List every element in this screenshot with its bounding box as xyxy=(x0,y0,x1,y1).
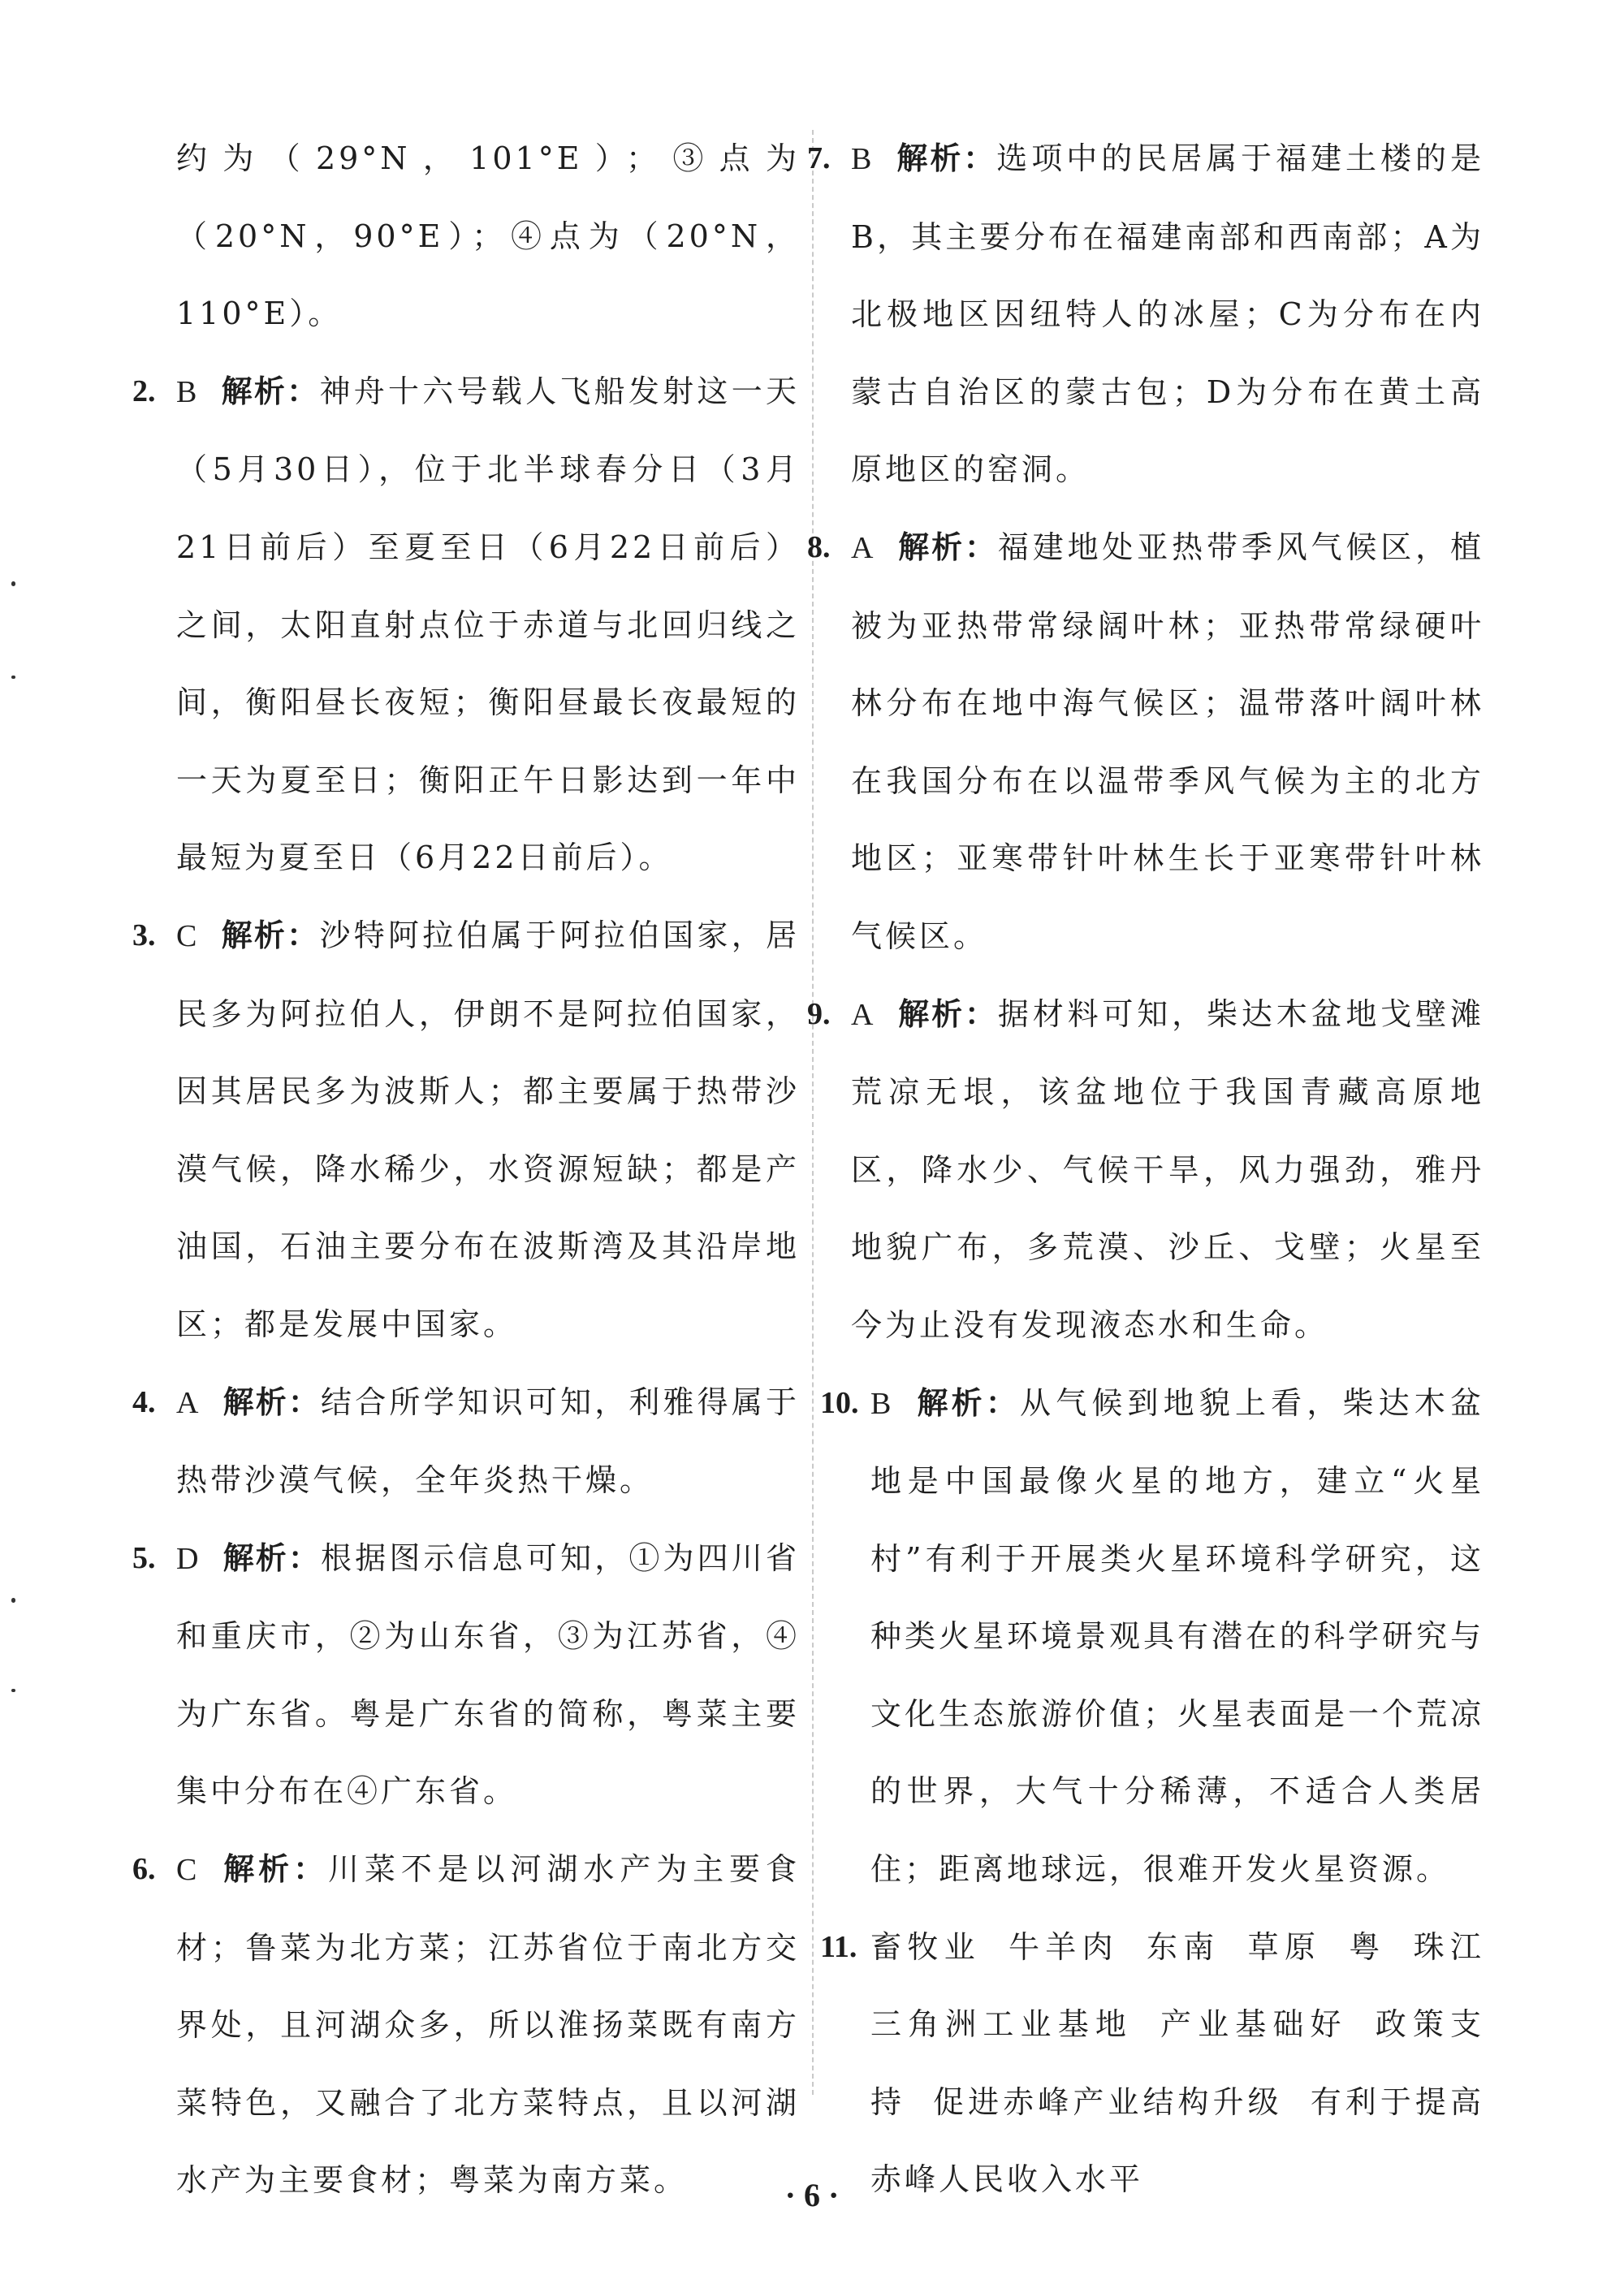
answer-choice: C xyxy=(176,918,197,953)
answer-item-10 xyxy=(820,1365,1485,1909)
analysis-label: 解析： xyxy=(221,917,320,953)
question-number: 11. xyxy=(820,1929,857,1964)
column-divider xyxy=(812,130,814,2095)
scan-speck xyxy=(11,581,15,586)
answer-keyword: 东南 xyxy=(1146,1928,1220,1965)
answer-item-7 xyxy=(807,120,1484,509)
analysis-text: 据材料可知，柴达木盆地戈壁滩荒凉无垠，该盆地位于我国青藏高原地区，降水少、气候干旱，风力强劲，雅丹地貌广布，多荒漠、沙丘、戈壁；火星至今为止没有发现液态水和生命。 xyxy=(851,995,1484,1343)
question-number: 4. xyxy=(132,1384,156,1419)
answer-item-9 xyxy=(807,976,1484,1365)
answer-item-11 xyxy=(820,1909,1484,2219)
answer-keyword: 粤 xyxy=(1349,1928,1386,1965)
answer-keyword: 产业基础好 xyxy=(1160,2006,1348,2043)
answer-choice: C xyxy=(176,1853,197,1888)
page-number: · 6 · xyxy=(784,2177,840,2213)
question-number: 7. xyxy=(807,141,831,175)
scan-speck xyxy=(11,1689,15,1692)
answer-keyword: 牛羊肉 xyxy=(1008,1928,1119,1965)
question-number: 3. xyxy=(132,917,156,952)
answer-choice: A xyxy=(851,997,874,1032)
answer-keyword: 畜牧业 xyxy=(870,1928,981,1965)
analysis-text: 选项中的民居属于福建土楼的是B，其主要分布在福建南部和西南部；A为北极地区因纽特人的冰屋；C为分布在内蒙古自治区的蒙古包；D为分布在黄土高原地区的窑洞。 xyxy=(851,140,1484,488)
analysis-label: 解析： xyxy=(897,529,998,565)
analysis-text: 神舟十六号载人飞船发射这一天（5月30日），位于北半球春分日（3月21日前后）至夏至日（6月22日前后）之间，太阳直射点位于赤道与北回归线之间，衡阳昼长夜短；衡阳昼最长夜最短的一天为夏至日；衡阳正午日影达到一年中最短为夏至日（6月22日前后）。 xyxy=(176,373,800,876)
question-number: 8. xyxy=(807,529,831,564)
scan-speck xyxy=(11,676,15,679)
answer-keyword: 草原 xyxy=(1247,1928,1322,1965)
analysis-label: 解析： xyxy=(221,373,320,409)
question-number: 10. xyxy=(820,1385,859,1420)
answer-keyword: 珠江三角洲工业基地 xyxy=(870,1928,1484,2043)
answer-choice: D xyxy=(176,1541,199,1576)
question-number: 6. xyxy=(132,1852,156,1887)
question-number: 9. xyxy=(807,996,831,1031)
analysis-text: 结合所学知识可知，利雅得属于热带沙漠气候，全年炎热干燥。 xyxy=(176,1384,800,1499)
answer-item-6 xyxy=(132,1831,800,2220)
left-column xyxy=(132,120,800,2220)
analysis-label: 解析： xyxy=(221,1851,329,1888)
answer-choice: B xyxy=(176,374,197,409)
analysis-text: 根据图示信息可知，①为四川省和重庆市，②为山东省，③为江苏省，④为广东省。粤是广东省的简称，粤菜主要集中分布在④广东省。 xyxy=(176,1539,800,1810)
answer-keyword: 促进赤峰产业结构升级 xyxy=(933,2083,1283,2120)
answer-keyword: 有利于提高赤峰人民收入水平 xyxy=(870,2083,1484,2198)
answer-item-5 xyxy=(132,1520,800,1831)
answer-item-4 xyxy=(132,1364,800,1520)
analysis-text: 福建地处亚热带季风气候区，植被为亚热带常绿阔叶林；亚热带常绿硬叶林分布在地中海气候区；温带落叶阔叶林在我国分布在以温带季风气候为主的北方地区；亚寒带针叶林生长于亚寒带针叶林气候区。 xyxy=(851,529,1484,954)
answer-item-3 xyxy=(132,897,800,1364)
scan-speck xyxy=(11,1598,15,1603)
analysis-label: 解析： xyxy=(897,995,998,1032)
answer-item-8 xyxy=(807,509,1484,976)
answer-choice: B xyxy=(870,1386,892,1421)
answer-keyword: 政策支持 xyxy=(870,2006,1484,2120)
continuation-text: 约为（29°N，101°E）；③点为（20°N，90°E）；④点为（20°N，110°E）。 xyxy=(176,140,800,332)
analysis-label: 解析： xyxy=(896,140,997,176)
question-number: 5. xyxy=(132,1540,156,1575)
analysis-label: 解析： xyxy=(222,1539,322,1576)
analysis-text: 从气候到地貌上看，柴达木盆地是中国最像火星的地方，建立“火星村”有利于开展类火星环境科学研究，这种类火星环境景观具有潜在的科学研究与文化生态旅游价值；火星表面是一个荒凉的世界，大气十分稀薄，不适合人类居住；距离地球远，很难开发火星资源。 xyxy=(870,1384,1485,1888)
answer-choice: B xyxy=(851,142,872,176)
answer-item-2 xyxy=(132,353,800,897)
question-number: 2. xyxy=(132,373,156,408)
analysis-text: 沙特阿拉伯属于阿拉伯国家，居民多为阿拉伯人，伊朗不是阿拉伯国家，因其居民多为波斯人；都主要属于热带沙漠气候，降水稀少，水资源短缺；都是产油国，石油主要分布在波斯湾及其沿岸地区；都是发展中国家。 xyxy=(176,917,800,1342)
right-column xyxy=(807,120,1485,2219)
answer-choice: A xyxy=(176,1385,199,1420)
answer-choice: A xyxy=(851,530,874,565)
analysis-label: 解析： xyxy=(915,1384,1021,1421)
analysis-text: 川菜不是以河湖水产为主要食材；鲁菜为北方菜；江苏省位于南北方交界处，且河湖众多，所以淮扬菜既有南方菜特色，又融合了北方菜特点，且以河湖水产为主要食材；粤菜为南方菜。 xyxy=(176,1851,800,2199)
analysis-label: 解析： xyxy=(222,1384,322,1420)
